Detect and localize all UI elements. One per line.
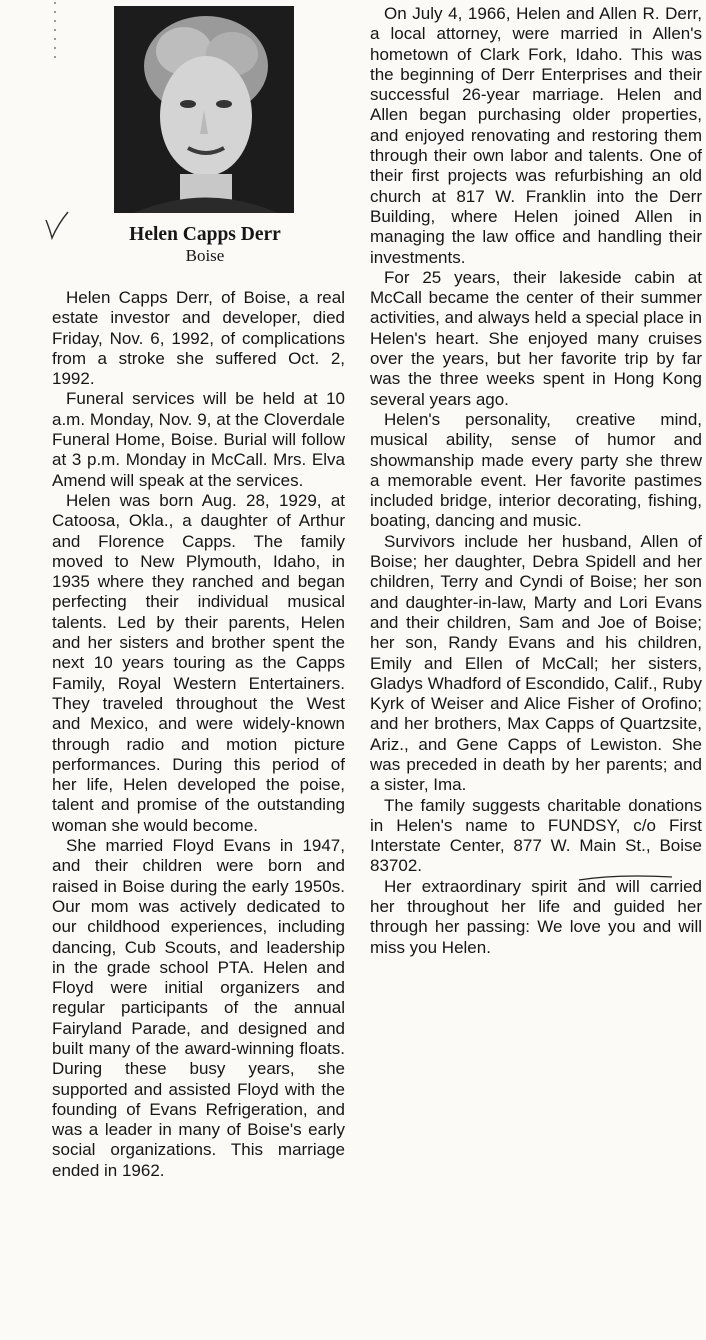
pen-underline-mark [578,870,673,880]
obituary-name: Helen Capps Derr [129,224,281,245]
paragraph: The family suggests charitable donations in Helen's name to FUNDSY, c/o First Interstate Center, 877 W. Main St., Boise 83702. [370,795,702,876]
paragraph: Funeral services will be held at 10 a.m. Monday, Nov. 9, at the Cloverdale Funeral Home, Boise. Burial will follow at 3 p.m. Monday in McCall. Mrs. Elva Amend will speak at the services. [52,389,345,490]
left-column [52,288,345,1181]
right-column [370,4,702,958]
paragraph: Helen Capps Derr, of Boise, a real estate investor and developer, died Friday, Nov. 6, 1992, of complications from a stroke she suffered Oct. 2, 1992. [52,288,345,389]
paragraph: She married Floyd Evans in 1947, and their children were born and raised in Boise during the early 1950s. Our mom was actively dedicated to our childhood experiences, including dancing, Cub Scouts, and leadership in the grade school PTA. Helen and Floyd were initial organizers and regular participants of the annual Fairyland Parade, and designed and built many of the award-winning floats. During these busy years, she supported and assisted Floyd with the founding of Evans Refrigeration, and was a leader in many of Boise's early social organizations. This marriage ended in 1962. [52,836,345,1180]
margin-dots [52,0,58,62]
paragraph: Survivors include her husband, Allen of Boise; her daughter, Debra Spidell and her children, Terry and Cyndi of Boise; her son and daughter-in-law, Marty and Lori Evans and their children, Sam and Joe of Boise; her son, Randy Evans and his children, Emily and Ellen of McCall; her sisters, Gladys Whadford of Escondido, Calif., Ruby Kyrk of Weiser and Alice Fisher of Orofino; and her brothers, Max Capps of Quartzsite, Ariz., and Gene Capps of Lewiston. She was preceded in death by her parents; and a sister, Ima. [370,531,702,795]
paragraph: Helen's personality, creative mind, musical ability, sense of humor and showmanship made every party she threw a memorable event. Her favorite pastimes included bridge, interior decorating, fishing, boating, dancing and music. [370,409,702,531]
paragraph: On July 4, 1966, Helen and Allen R. Derr, a local attorney, were married in Allen's hometown of Clark Fork, Idaho. This was the beginning of Derr Enterprises and their successful 26-year marriage. Helen and Allen began purchasing older properties, and enjoyed renovating and restoring them through their own labor and talents. One of their first projects was refurbishing an old church at 817 W. Franklin into the Derr Building, where Helen joined Allen in managing the law office and handling their investments. [370,4,702,267]
portrait-photo [114,6,294,213]
paragraph: Helen was born Aug. 28, 1929, at Catoosa, Okla., a daughter of Arthur and Florence Capps. The family moved to New Plymouth, Idaho, in 1935 where they ranched and began perfecting their individual musical talents. Led by their parents, Helen and her sisters and brother spent the next 10 years touring as the Capps Family, Royal Western Entertainers. They traveled throughout the West and Mexico, and were widely-known through radio and motion picture performances. During this period of her life, Helen developed the poise, talent and promise of the outstanding woman she would become. [52,490,345,835]
paragraph: Her extraordinary spirit and will carried her throughout her life and guided her through her passing: We love you and will miss you Helen. [370,876,702,957]
obituary-city: Boise [185,246,225,265]
paragraph: For 25 years, their lakeside cabin at McCall became the center of their summer activities, and always held a special place in Helen's heart. She enjoyed many cruises over the years, but her favorite trip by far was the three weeks spent in Hong Kong several years ago. [370,267,702,409]
